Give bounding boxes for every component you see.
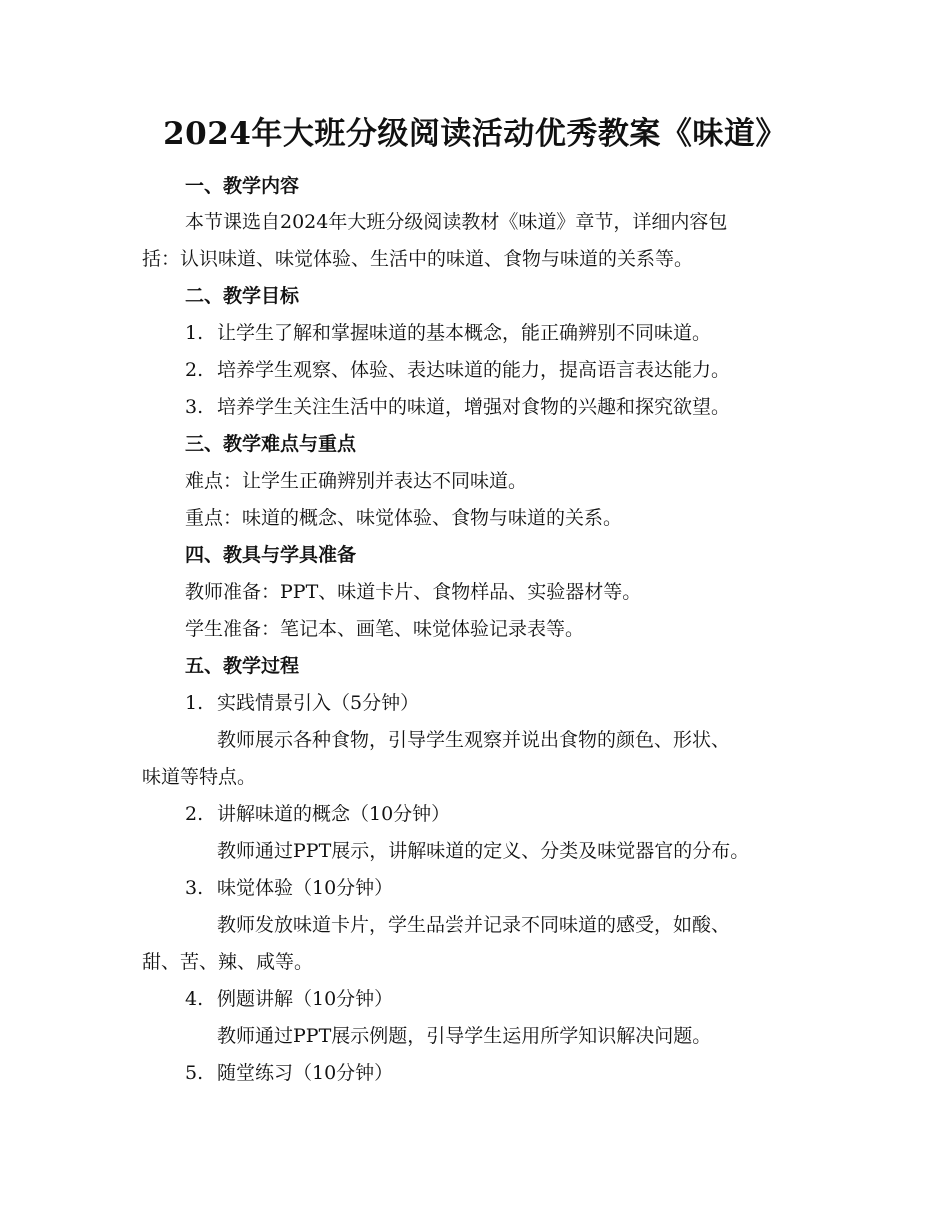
- process-step-2-title: [185, 800, 450, 828]
- objective-item-2: [185, 356, 730, 384]
- step-number: 1.: [185, 692, 204, 714]
- process-step-3-desc-line-1: 教师发放味道卡片，学生品尝并记录不同味道的感受，如酸、: [217, 914, 731, 936]
- process-step-3-desc-line-2: 甜、苦、辣、咸等。: [142, 951, 314, 973]
- step-title: 例题讲解（10分钟）: [217, 988, 394, 1010]
- step-number: 5.: [185, 1062, 204, 1084]
- objective-text: 让学生了解和掌握味道的基本概念，能正确辨别不同味道。: [217, 322, 712, 344]
- section-heading-materials: 四、教具与学具准备: [185, 544, 357, 566]
- content-paragraph-line-2: 括：认识味道、味觉体验、生活中的味道、食物与味道的关系等。: [142, 248, 694, 270]
- objective-item-3: [185, 393, 730, 421]
- objective-number: 1.: [185, 322, 204, 344]
- teacher-materials-line: 教师准备：PPT、味道卡片、食物样品、实验器材等。: [185, 581, 642, 603]
- process-step-3-title: [185, 874, 393, 902]
- process-step-4-desc-line-1: 教师通过PPT展示例题，引导学生运用所学知识解决问题。: [217, 1025, 712, 1047]
- section-heading-objectives: 二、教学目标: [185, 285, 300, 307]
- key-point-line: 重点：味道的概念、味觉体验、食物与味道的关系。: [185, 507, 623, 529]
- process-step-1-desc-line-2: 味道等特点。: [142, 766, 257, 788]
- process-step-1-title: [185, 689, 419, 717]
- process-step-2-desc-line-1: 教师通过PPT展示，讲解味道的定义、分类及味觉器官的分布。: [217, 840, 750, 862]
- process-step-1-desc-line-1: 教师展示各种食物，引导学生观察并说出食物的颜色、形状、: [217, 729, 731, 751]
- document-title: 2024年大班分级阅读活动优秀教案《味道》: [163, 116, 787, 152]
- step-title: 味觉体验（10分钟）: [217, 877, 394, 899]
- student-materials-line: 学生准备：笔记本、画笔、味觉体验记录表等。: [185, 618, 585, 640]
- objective-number: 3.: [185, 396, 204, 418]
- step-title: 随堂练习（10分钟）: [217, 1062, 394, 1084]
- step-title: 实践情景引入（5分钟）: [217, 692, 420, 714]
- process-step-5-title: [185, 1059, 393, 1087]
- process-step-4-title: [185, 985, 393, 1013]
- objective-number: 2.: [185, 359, 204, 381]
- step-number: 4.: [185, 988, 204, 1010]
- step-number: 3.: [185, 877, 204, 899]
- objective-text: 培养学生观察、体验、表达味道的能力，提高语言表达能力。: [217, 359, 731, 381]
- objective-text: 培养学生关注生活中的味道，增强对食物的兴趣和探究欲望。: [217, 396, 731, 418]
- section-heading-difficulty: 三、教学难点与重点: [185, 433, 357, 455]
- section-heading-content: 一、教学内容: [185, 175, 300, 197]
- objective-item-1: [185, 319, 711, 347]
- content-paragraph-line-1: 本节课选自2024年大班分级阅读教材《味道》章节，详细内容包: [185, 211, 728, 233]
- step-title: 讲解味道的概念（10分钟）: [217, 803, 451, 825]
- difficulty-line: 难点：让学生正确辨别并表达不同味道。: [185, 470, 528, 492]
- step-number: 2.: [185, 803, 204, 825]
- section-heading-process: 五、教学过程: [185, 655, 300, 677]
